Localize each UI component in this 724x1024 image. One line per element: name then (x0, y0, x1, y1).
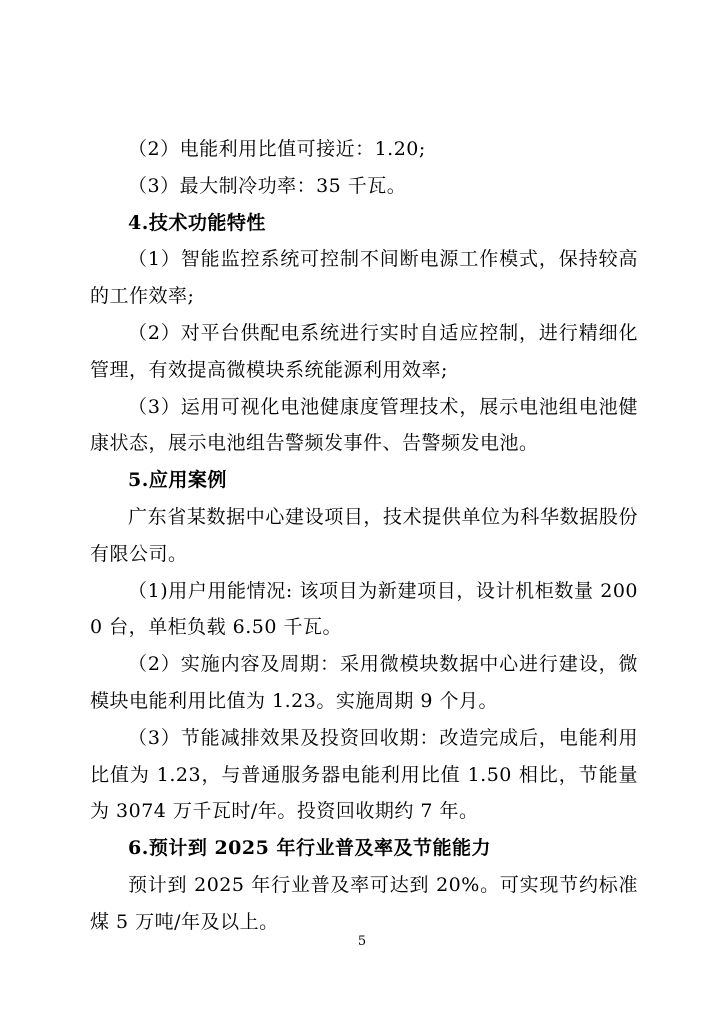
paragraph-case-savings: （3）节能减排效果及投资回收期：改造完成后，电能利用比值为 1.23，与普通服务器电能利用比值 1.50 相比，节能量为 3074 万千瓦时/年。投资回收期约 7 年。 (90, 726, 638, 823)
paragraph-case-implementation: （2）实施内容及周期：采用微模块数据中心进行建设，微模块电能利用比值为 1.23。实施周期 9 个月。 (90, 653, 638, 712)
paragraph-case-energy-use: （1)用户用能情况: 该项目为新建项目，设计机柜数量 2000 台，单柜负载 6.50 千瓦。 (90, 579, 638, 639)
paragraph-max-cooling: （3）最大制冷功率：35 千瓦。 (128, 174, 407, 197)
paragraph-pue-value: （2）电能利用比值可接近：1.20; (128, 138, 426, 160)
paragraph-feature-1: （1）智能监控系统可控制不间断电源工作模式，保持较高的工作效率; (90, 248, 638, 308)
paragraph-forecast: 预计到 2025 年行业普及率可达到 20%。可实现节约标准煤 5 万吨/年及以上。 (90, 873, 638, 933)
document-body (90, 131, 638, 941)
paragraph-feature-2: （2）对平台供配电系统进行实时自适应控制，进行精细化管理，有效提高微模块系统能源利用效率; (90, 321, 638, 381)
paragraph-case-intro: 广东省某数据中心建设项目，技术提供单位为科华数据股份有限公司。 (90, 505, 638, 565)
paragraph-feature-3: （3）运用可视化电池健康度管理技术，展示电池组电池健康状态，展示电池组告警频发事件、告警频发电池。 (90, 395, 638, 455)
page-number: 5 (357, 934, 367, 949)
heading-application-case: 5.应用案例 (128, 469, 227, 492)
heading-technical-features: 4.技术功能特性 (128, 211, 266, 234)
heading-2025-forecast: 6.预计到 2025 年行业普及率及节能能力 (128, 837, 491, 860)
